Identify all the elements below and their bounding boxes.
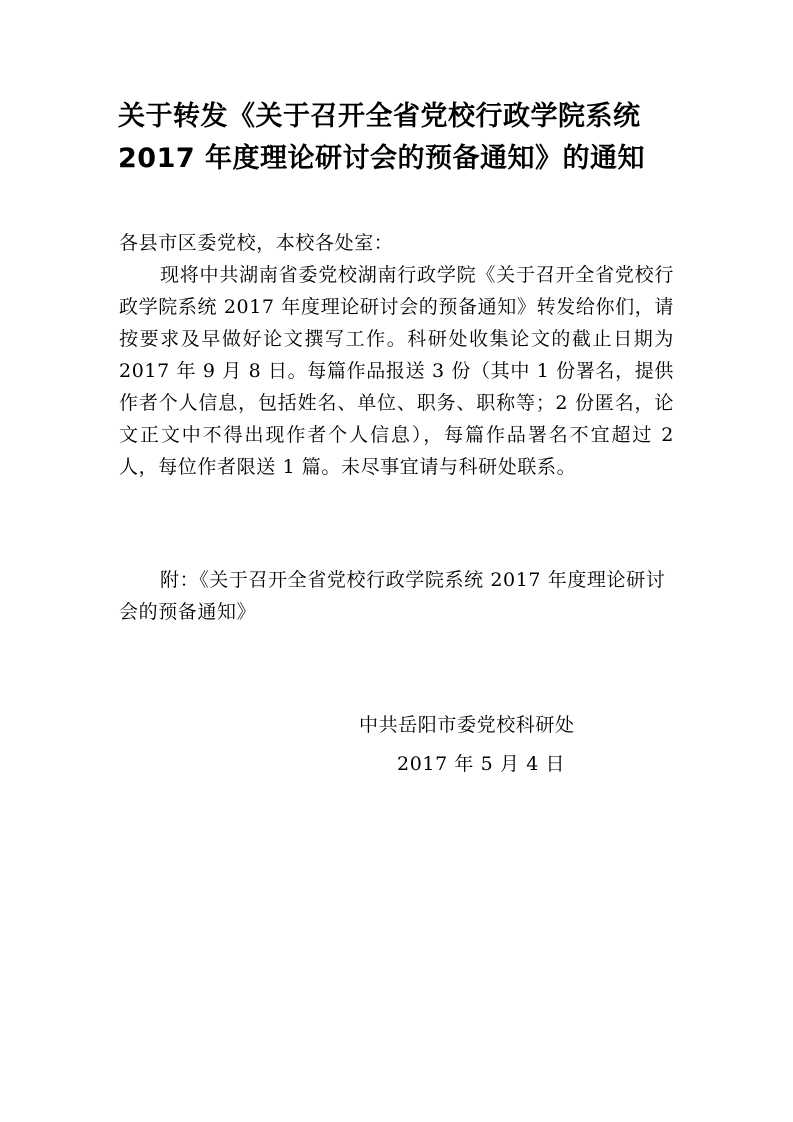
signature-organization: 中共岳阳市委党校科研处 — [359, 714, 575, 736]
signature-date: 2017 年 5 月 4 日 — [397, 753, 566, 775]
attachment-note: 附：《关于召开全省党校行政学院系统 2017 年度理论研讨会的预备通知》 — [119, 569, 666, 623]
body-paragraph: 现将中共湖南省委党校湖南行政学院《关于召开全省党校行政学院系统 2017 年度理论研讨会的预备通知》转发给你们，请按要求及早做好论文撰写工作。科研处收集论文的截止日期为 2017 年 9 月 8 日。每篇作品报送 3 份（其中 1 份署名，提供作者个人信息，包括姓名、单位、职务、职称等；2 份匿名，论文正文中不得出现作者个人信息），每篇作品署名不宜超过 2 人，每位作者限送 1 篇。未尽事宜请与科研处联系。 — [119, 264, 674, 478]
title-line-2: 2017 年度理论研讨会的预备通知》的通知 — [118, 143, 646, 174]
salutation: 各县市区委党校，本校各处室： — [119, 232, 394, 254]
document-title — [118, 96, 698, 180]
title-line-1: 关于转发《关于召开全省党校行政学院系统 — [118, 101, 641, 132]
